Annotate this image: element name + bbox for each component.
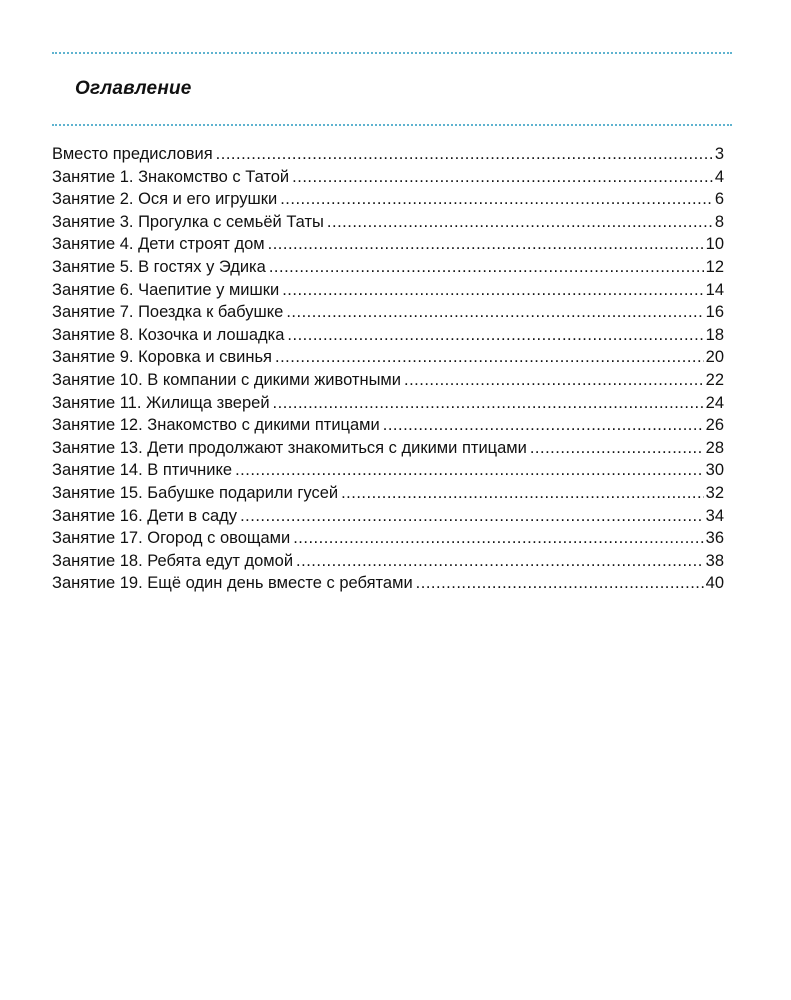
toc-dot-leader [296,550,704,573]
toc-dot-leader [282,279,703,302]
toc-entry-page-number: 12 [705,257,724,276]
toc-entry[interactable] [52,166,724,189]
title-divider [52,124,732,126]
toc-entry[interactable] [52,256,724,279]
toc-entry-page-number: 30 [705,461,724,480]
toc-entry[interactable] [52,482,724,505]
toc-entry-page-number: 36 [705,529,724,548]
toc-entry[interactable] [52,505,724,528]
toc-dot-leader [235,459,704,482]
toc-entry-title: Занятие 9. Коровка и свинья [52,348,272,367]
toc-entry[interactable] [52,414,724,437]
toc-entry-page-number: 6 [714,190,724,209]
toc-entry-title: Занятие 5. В гостях у Эдика [52,257,266,276]
toc-dot-leader [341,482,704,505]
toc-entry-title: Занятие 11. Жилища зверей [52,393,270,412]
toc-entry-page-number: 32 [705,483,724,502]
toc-entry[interactable] [52,550,724,573]
toc-entry[interactable] [52,233,724,256]
toc-entry-page-number: 10 [705,235,724,254]
toc-entry-page-number: 4 [714,167,724,186]
table-of-contents [52,143,724,595]
toc-entry-page-number: 22 [705,370,724,389]
toc-entry-page-number: 3 [714,145,724,163]
toc-dot-leader [240,505,704,528]
toc-entry[interactable] [52,301,724,324]
toc-entry-title: Занятие 16. Дети в саду [52,506,238,525]
toc-entry-page-number: 40 [705,574,724,593]
toc-entry[interactable] [52,369,724,392]
toc-dot-leader [268,233,704,256]
toc-entry-page-number: 28 [705,438,724,457]
toc-entry-page-number: 38 [705,551,724,570]
toc-entry-title: Занятие 13. Дети продолжают знакомиться с дикими птицами [52,438,527,457]
toc-entry-title: Занятие 2. Ося и его игрушки [52,190,278,209]
toc-entry[interactable] [52,346,724,369]
toc-entry-page-number: 26 [705,416,724,435]
toc-entry-title: Занятие 14. В птичнике [52,461,233,480]
toc-entry-title: Занятие 8. Козочка и лошадка [52,325,285,344]
toc-dot-leader [416,572,704,595]
toc-dot-leader [269,256,704,279]
toc-entry[interactable] [52,211,724,234]
toc-entry[interactable] [52,188,724,211]
toc-entry-title: Занятие 7. Поездка к бабушке [52,303,284,322]
toc-dot-leader [280,188,713,211]
toc-entry-page-number: 20 [705,348,724,367]
toc-entry-page-number: 14 [705,280,724,299]
toc-dot-leader [216,143,713,166]
toc-entry-title: Занятие 19. Ещё один день вместе с ребятами [52,574,413,593]
toc-entry[interactable] [52,527,724,550]
toc-entry-title: Вместо предисловия [52,145,213,163]
toc-entry[interactable] [52,143,724,166]
toc-dot-leader [275,346,704,369]
toc-entry-title: Занятие 15. Бабушке подарили гусей [52,483,339,502]
toc-entry-page-number: 8 [714,212,724,231]
toc-entry[interactable] [52,279,724,302]
toc-entry[interactable] [52,437,724,460]
toc-entry-page-number: 18 [705,325,724,344]
toc-dot-leader [292,166,713,189]
toc-entry-page-number: 34 [705,506,724,525]
toc-entry[interactable] [52,392,724,415]
toc-entry[interactable] [52,324,724,347]
toc-entry-title: Занятие 18. Ребята едут домой [52,551,294,570]
toc-entry-title: Занятие 1. Знакомство с Татой [52,167,290,186]
toc-entry-title: Занятие 17. Огород с овощами [52,529,291,548]
toc-entry-title: Занятие 6. Чаепитие у мишки [52,280,280,299]
toc-entry-title: Занятие 12. Знакомство с дикими птицами [52,416,380,435]
toc-entry-title: Занятие 10. В компании с дикими животными [52,370,401,389]
toc-dot-leader [327,211,713,234]
toc-dot-leader [273,392,704,415]
toc-entry-title: Занятие 4. Дети строят дом [52,235,265,254]
toc-dot-leader [293,527,703,550]
toc-entry-page-number: 16 [705,303,724,322]
toc-entry[interactable] [52,459,724,482]
toc-dot-leader [404,369,704,392]
page-title: Оглавление [75,78,192,99]
toc-entry-title: Занятие 3. Прогулка с семьёй Таты [52,212,324,231]
toc-dot-leader [383,414,704,437]
top-divider [52,52,732,54]
toc-entry[interactable] [52,572,724,595]
toc-dot-leader [530,437,704,460]
toc-dot-leader [286,301,703,324]
toc-dot-leader [287,324,703,347]
toc-entry-page-number: 24 [705,393,724,412]
